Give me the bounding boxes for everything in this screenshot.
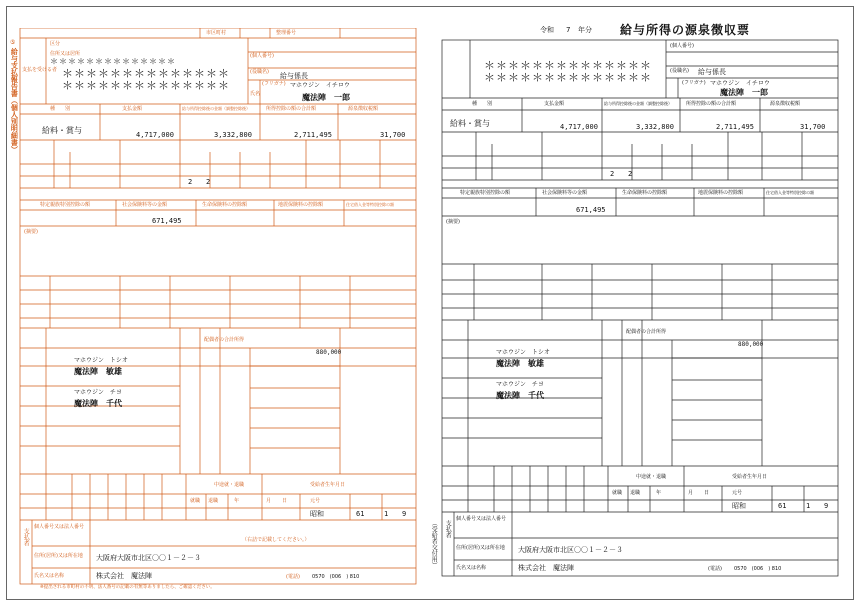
- left-gensen-value: 31,700: [380, 131, 406, 139]
- left-fuyo-count-1: 2: [188, 178, 193, 186]
- right-dependent-1-name: 魔法陣 敏雄: [496, 359, 544, 368]
- left-haigusha-gokei-value: 880,000: [316, 349, 342, 356]
- right-title: 給与所得の源泉徴収票: [620, 23, 751, 37]
- right-shakai-header: 社会保険料等の金額: [542, 190, 588, 196]
- left-tekiyo-label: (摘要): [24, 229, 38, 235]
- right-fuyo-count-2: 2: [628, 170, 633, 178]
- left-birth-month: 1: [384, 510, 389, 518]
- left-position-value: 給与係長: [280, 72, 308, 80]
- right-payer-address-label: 住所(居所)又は所在地: [456, 545, 505, 551]
- left-header-seiri: 整理番号: [276, 30, 297, 36]
- right-birth-header: 受給者生年月日: [732, 474, 768, 480]
- right-payer-address: 大阪府大阪市北区〇〇１－２－３: [518, 546, 623, 554]
- left-person-number-label: (個人番号): [250, 53, 274, 59]
- right-col-kojo: 所得控除の額の合計額: [686, 101, 737, 107]
- right-col-gensen: 源泉徴収税額: [770, 101, 801, 107]
- right-furigana-label: (フリガナ): [682, 80, 706, 86]
- left-shubetsu-value: 給料・賞与: [42, 126, 82, 135]
- left-name-label: 氏名: [250, 91, 261, 97]
- left-form-payment-report: [10, 28, 418, 594]
- left-col-gensen: 源泉徴収税額: [348, 106, 379, 112]
- left-name-value: 魔法陣 一郎: [302, 93, 350, 102]
- right-seimei-header: 生命保険料の控除額: [622, 190, 668, 196]
- right-gensen-value: 31,700: [800, 123, 826, 131]
- right-address-stars-2: ＊＊＊＊＊＊＊＊＊＊＊＊＊＊: [484, 71, 652, 84]
- right-kyuyo-value: 3,332,800: [636, 123, 674, 131]
- left-hi: 日: [282, 498, 288, 504]
- left-era-label: 元号: [310, 498, 321, 504]
- right-shakai-value: 671,495: [576, 206, 606, 214]
- right-birth-day: 9: [824, 502, 829, 510]
- right-shiharai-value: 4,717,000: [560, 123, 598, 131]
- left-position-label: (役職名): [250, 69, 269, 75]
- left-shiharai-value: 4,717,000: [136, 131, 174, 139]
- right-name-value: 魔法陣 一郎: [720, 88, 768, 97]
- right-jishin-header: 地震保険料の控除額: [698, 190, 744, 196]
- left-col-shiharai: 支払金額: [122, 106, 143, 112]
- right-col-shiharai: 支払金額: [544, 101, 565, 107]
- right-address-stars: ＊＊＊＊＊＊＊＊＊＊＊＊＊＊: [484, 59, 652, 72]
- left-taishoku: 退職: [208, 498, 219, 504]
- right-year: 7: [566, 26, 571, 34]
- right-col-shubetsu: 種 別: [472, 101, 493, 107]
- right-form-withholding-slip: [430, 20, 840, 586]
- left-payer-number-label: 個人番号又は法人番号: [34, 524, 85, 530]
- right-tsuki: 月: [688, 490, 694, 496]
- left-address-stars-2: ＊＊＊＊＊＊＊＊＊＊＊＊＊＊: [62, 79, 230, 92]
- right-payer-number-label: 個人番号又は法人番号: [456, 516, 507, 522]
- left-phone-label: (電話): [286, 574, 300, 580]
- right-birth-year: 61: [778, 502, 787, 510]
- left-payer-address: 大阪府大阪市北区〇〇１－２－３: [96, 554, 201, 562]
- left-kojo-value: 2,711,495: [294, 131, 332, 139]
- right-haigusha-gokei-label: 配偶者の合計所得: [626, 329, 667, 335]
- left-shushoku: 就職: [190, 498, 201, 504]
- left-dependent-2-furigana: マホウジン チヨ: [74, 389, 122, 396]
- right-haigusha-gokei-value: 880,000: [738, 341, 764, 348]
- right-tekiyo-label: (摘要): [446, 219, 460, 225]
- left-dependent-1-name: 魔法陣 敏雄: [74, 367, 122, 376]
- left-kyuyo-value: 3,332,800: [214, 131, 252, 139]
- left-right-side-note: （右詰で記載してください。）: [242, 537, 310, 543]
- right-taishoku: 退職: [630, 490, 641, 496]
- right-position-value: 給与係長: [698, 68, 726, 76]
- right-year-suffix: 年分: [578, 26, 592, 34]
- left-payee-label-2: 住所又は居所: [50, 51, 81, 57]
- left-kubun-label: 区分: [50, 41, 61, 47]
- left-fuyo-count-2: 2: [206, 178, 211, 186]
- left-col-kojo: 所得控除の額の合計額: [266, 106, 317, 112]
- left-payer-name: 株式会社 魔法陣: [96, 572, 152, 580]
- left-dependent-1-furigana: マホウジン トシオ: [74, 357, 128, 364]
- right-shubetsu-value: 給料・賞与: [450, 119, 490, 128]
- left-jutaku-header: 住宅借入金等特別控除の額: [346, 202, 394, 207]
- right-nen: 年: [656, 490, 662, 496]
- left-jishin-header: 地震保険料の控除額: [278, 202, 324, 208]
- left-nen: 年: [234, 498, 240, 504]
- left-side-title: 給与支払報告書（個人別明細書）: [10, 48, 19, 153]
- right-birth-era: 昭和: [732, 502, 746, 510]
- right-fuyo-count-1: 2: [610, 170, 615, 178]
- left-tsuki: 月: [266, 498, 272, 504]
- left-person-number-stars: ＊＊＊＊＊＊＊＊＊＊＊＊＊＊: [50, 57, 176, 66]
- left-phone: 0570 (006 ) 810: [312, 574, 360, 580]
- right-kojo-value: 2,711,495: [716, 123, 754, 131]
- left-address-stars: ＊＊＊＊＊＊＊＊＊＊＊＊＊＊: [62, 67, 230, 80]
- right-payer-name: 株式会社 魔法陣: [518, 564, 574, 572]
- right-furigana-value: マホウジン イチロウ: [710, 80, 770, 87]
- left-chuto-label: 中途就・退職: [214, 482, 245, 488]
- right-dependent-2-furigana: マホウジン チヨ: [496, 381, 544, 388]
- right-col-kyuyo: 給与所得控除後の金額（調整控除後）: [604, 101, 672, 106]
- left-header-maido: 市区町村: [206, 30, 227, 36]
- left-payer-address-label: 住所(居所)又は所在地: [34, 553, 83, 559]
- right-payer-side-label: 支払者: [444, 520, 452, 538]
- left-haigusha-gokei-label: 配偶者の合計所得: [204, 337, 245, 343]
- left-payer-side-label: 支払者: [22, 528, 30, 546]
- right-era-label: 元号: [732, 490, 743, 496]
- right-era: 令和: [540, 26, 554, 34]
- left-payee-label-1: 支払を受ける者: [22, 67, 58, 73]
- circle-number: ⑤: [10, 39, 16, 46]
- left-birth-day: 9: [402, 510, 407, 518]
- left-furigana-value: マホウジン イチロウ: [290, 82, 350, 89]
- right-tokutei-header: 特定親族特別控除の額: [460, 190, 511, 196]
- left-payer-name-label: 氏名又は名称: [34, 573, 65, 579]
- left-shakai-header: 社会保険料等の金額: [122, 202, 168, 208]
- right-jutaku-header: 住宅借入金等特別控除の額: [766, 190, 814, 195]
- left-birth-year: 61: [356, 510, 365, 518]
- right-payer-name-label: 氏名又は名称: [456, 565, 487, 571]
- left-col-shubetsu: 種 別: [50, 106, 71, 112]
- left-col-kyuyo: 給与所得控除後の金額（調整控除後）: [182, 106, 250, 111]
- right-shushoku: 就職: [612, 490, 623, 496]
- right-phone-label: (電話): [708, 566, 722, 572]
- left-birth-header: 受給者生年月日: [310, 482, 346, 488]
- left-dependent-2-name: 魔法陣 千代: [74, 399, 122, 408]
- left-seimei-header: 生命保険料の控除額: [202, 202, 248, 208]
- right-side-label: （受給者交付用）: [430, 520, 438, 568]
- right-birth-month: 1: [806, 502, 811, 510]
- left-furigana-label: (フリガナ): [262, 81, 286, 87]
- right-person-number-label: (個人番号): [670, 43, 694, 49]
- right-position-label: (役職名): [670, 68, 689, 74]
- left-tokutei-header: 特定親族特別控除の額: [40, 202, 91, 208]
- left-birth-era: 昭和: [310, 510, 324, 518]
- right-chuto-label: 中途就・退職: [636, 474, 667, 480]
- right-dependent-1-furigana: マホウジン トシオ: [496, 349, 550, 356]
- right-hi: 日: [704, 490, 710, 496]
- left-shakai-value: 671,495: [152, 217, 182, 225]
- left-bottom-note: ※提出される市町村の不明、法人番号の記載の有無等ありましたら、ご確認ください。: [40, 585, 215, 590]
- right-dependent-2-name: 魔法陣 千代: [496, 391, 544, 400]
- right-phone: 0570 (006 ) 810: [734, 566, 782, 572]
